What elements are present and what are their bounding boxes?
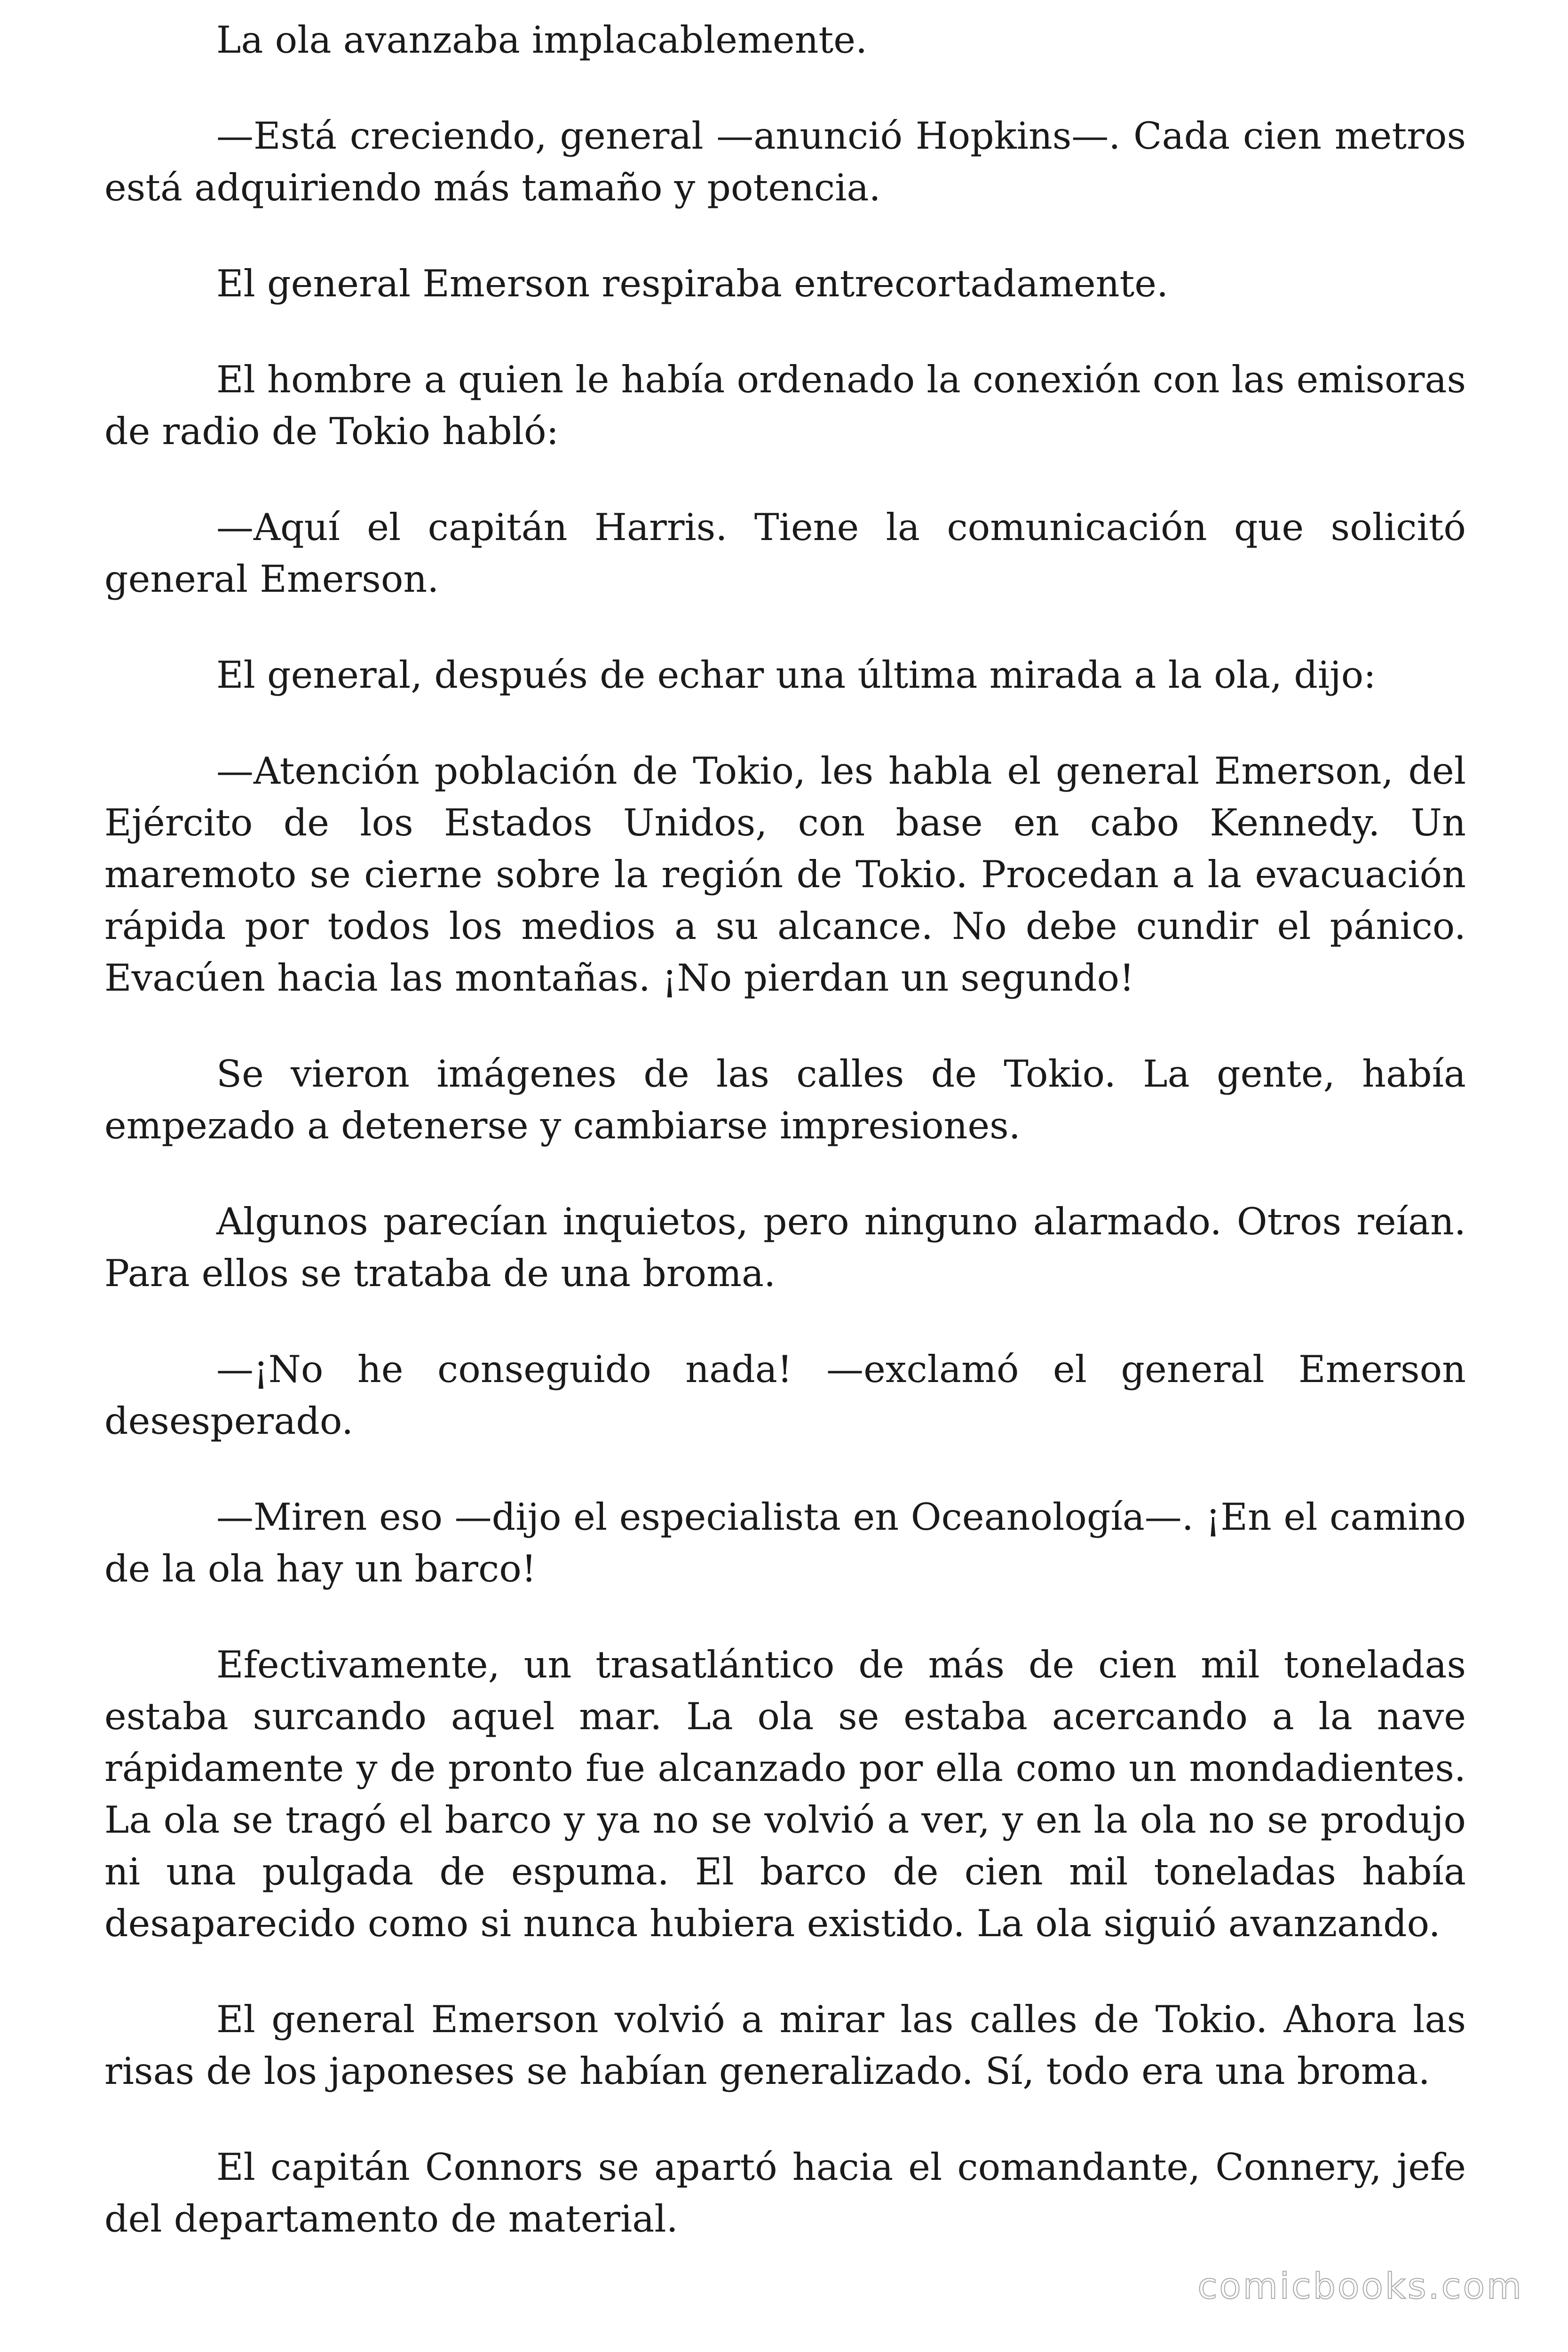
paragraph-3: El general Emerson respiraba entrecortadamente. [216,262,1169,305]
paragraph-11: —Miren eso —dijo el especialista en Oceanología—. ¡En el camino de la ola hay un barco! [104,1495,1466,1590]
page-text [104,14,1466,2289]
paragraph-9: Algunos parecían inquietos, pero ninguno alarmado. Otros reían. Para ellos se trataba de una broma. [104,1200,1466,1295]
paragraph-7: —Atención población de Tokio, les habla el general Emerson, del Ejército de los Estados Unidos, con base en cabo Kennedy. Un maremoto se cierne sobre la región de Tokio. Procedan a la evacuación rápida por todos los medios a su alcance. No debe cundir el pánico. Evacúen hacia las montañas. ¡No pierdan un segundo! [104,749,1466,1000]
paragraph-2: —Está creciendo, general —anunció Hopkins—. Cada cien metros está adquiriendo más tamaño y potencia. [104,114,1466,209]
paragraph-12: Efectivamente, un trasatlántico de más de cien mil toneladas estaba surcando aquel mar. La ola se estaba acercando a la nave rápidamente y de pronto fue alcanzado por ella como un mondadientes. La ola se tragó el barco y ya no se volvió a ver, y en la ola no se produjo ni una pulgada de espuma. El barco de cien mil toneladas había desaparecido como si nunca hubiera existido. La ola siguió avanzando. [104,1643,1466,1945]
paragraph-5: —Aquí el capitán Harris. Tiene la comunicación que solicitó general Emerson. [104,506,1466,601]
paragraph-1: La ola avanzaba implacablemente. [216,18,868,62]
paragraph-10: —¡No he conseguido nada! —exclamó el general Emerson desesperado. [104,1348,1466,1443]
paragraph-8: Se vieron imágenes de las calles de Tokio. La gente, había empezado a detenerse y cambiarse impresiones. [104,1052,1466,1147]
paragraph-14: El capitán Connors se apartó hacia el comandante, Connery, jefe del departamento de material. [104,2145,1466,2241]
paragraph-4: El hombre a quien le había ordenado la conexión con las emisoras de radio de Tokio habló: [104,358,1466,453]
watermark: comicbooks.com [1197,2265,1523,2307]
paragraph-6: El general, después de echar una última mirada a la ola, dijo: [216,653,1376,697]
paragraph-13: El general Emerson volvió a mirar las calles de Tokio. Ahora las risas de los japoneses se habían generalizado. Sí, todo era una broma. [104,1998,1466,2093]
